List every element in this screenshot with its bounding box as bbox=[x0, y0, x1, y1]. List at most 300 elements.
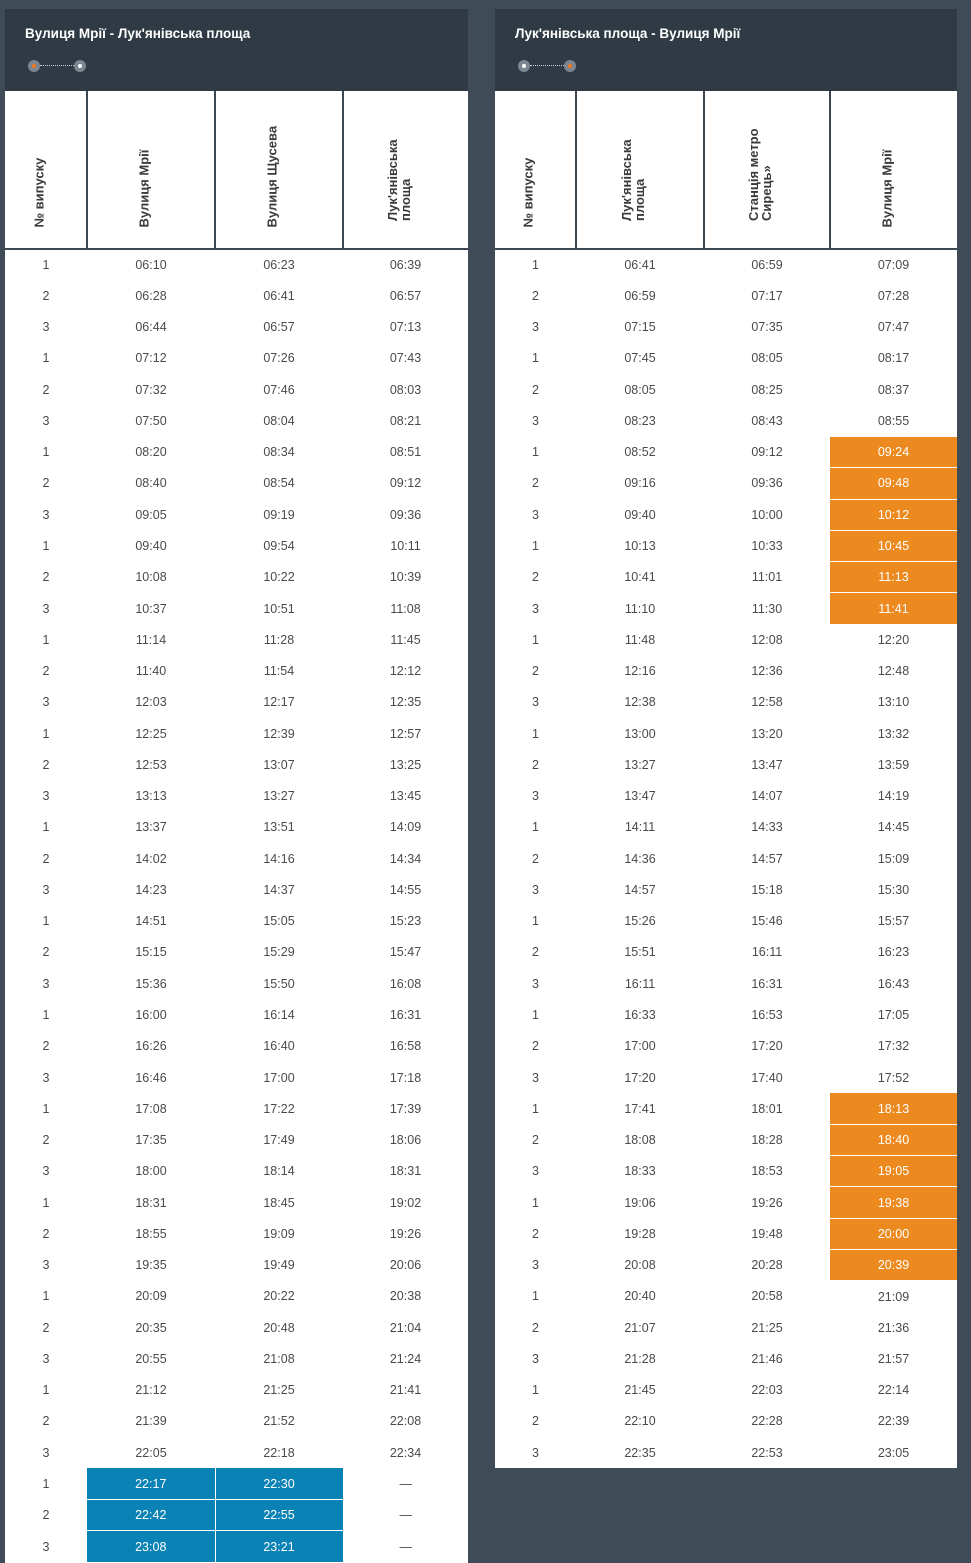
departure-time-cell: 08:20 bbox=[135, 445, 167, 460]
departure-time-cell: 08:43 bbox=[751, 413, 783, 428]
departure-time-cell: 08:55 bbox=[877, 413, 910, 428]
release-number-cell: 1 bbox=[532, 1195, 539, 1210]
departure-time-cell: 21:09 bbox=[877, 1289, 910, 1304]
release-number-cell: 3 bbox=[42, 1539, 50, 1554]
table-row bbox=[5, 1031, 468, 1062]
table-row bbox=[495, 1124, 957, 1155]
table-row bbox=[5, 530, 468, 561]
table-row bbox=[495, 1375, 957, 1406]
table-row bbox=[5, 1375, 468, 1406]
table-row bbox=[5, 968, 468, 999]
table-row bbox=[495, 874, 957, 905]
release-number-cell: 1 bbox=[532, 539, 539, 554]
departure-time-cell: 16:46 bbox=[135, 1070, 167, 1085]
departure-time-cell: 14:34 bbox=[389, 851, 422, 866]
route-line bbox=[530, 65, 564, 66]
release-number-cell: 3 bbox=[42, 976, 50, 991]
departure-time-cell: 15:23 bbox=[389, 914, 422, 929]
release-number-cell: 1 bbox=[42, 1195, 50, 1210]
departure-time-cell: 06:57 bbox=[263, 320, 295, 335]
table-row bbox=[5, 437, 468, 468]
departure-time-cell: 21:45 bbox=[624, 1383, 656, 1398]
table-row bbox=[5, 593, 468, 624]
table-row bbox=[5, 1093, 468, 1124]
departure-time-cell: 22:14 bbox=[877, 1383, 910, 1398]
departure-time-cell: 16:26 bbox=[135, 1039, 167, 1054]
panel-header bbox=[5, 9, 468, 91]
table-row bbox=[495, 343, 957, 374]
departure-time-cell: 17:20 bbox=[751, 1039, 783, 1054]
departure-time-cell: 18:55 bbox=[135, 1226, 167, 1241]
departure-time-cell: 08:05 bbox=[624, 382, 656, 397]
table-row bbox=[5, 624, 468, 655]
release-number-cell: 3 bbox=[42, 601, 50, 616]
departure-time-cell: 18:53 bbox=[751, 1164, 783, 1179]
departure-time-cell: 21:39 bbox=[135, 1414, 167, 1429]
table-row bbox=[495, 968, 957, 999]
table-row bbox=[5, 937, 468, 968]
table-row bbox=[5, 687, 468, 718]
release-number-cell: 2 bbox=[532, 570, 539, 585]
departure-time-cell: 13:32 bbox=[877, 726, 910, 741]
release-number-cell: 3 bbox=[42, 1164, 50, 1179]
departure-time-cell: 16:11 bbox=[624, 976, 656, 991]
departure-time-cell: 07:43 bbox=[389, 351, 422, 366]
departure-time-cell: 19:06 bbox=[624, 1195, 656, 1210]
departure-time-cell: 09:12 bbox=[389, 476, 422, 491]
departure-time-cell: 07:12 bbox=[135, 351, 167, 366]
departure-time-cell: 10:00 bbox=[751, 507, 783, 522]
schedule-table bbox=[495, 91, 957, 1468]
departure-time-cell: 18:06 bbox=[389, 1133, 422, 1148]
departure-time-cell: 12:53 bbox=[135, 757, 167, 772]
schedule-table bbox=[5, 91, 468, 1563]
table-row bbox=[495, 280, 957, 311]
departure-time-cell: 09:24 bbox=[830, 437, 957, 468]
schedule-panel-left bbox=[5, 9, 468, 1563]
departure-time-cell: 06:59 bbox=[751, 258, 783, 273]
release-number-cell: 2 bbox=[532, 1320, 539, 1335]
column-header: № випуску bbox=[495, 91, 576, 249]
table-row bbox=[5, 1437, 468, 1468]
departure-time-cell: 21:52 bbox=[263, 1414, 295, 1429]
departure-time-cell: 20:39 bbox=[830, 1250, 957, 1281]
table-row bbox=[495, 624, 957, 655]
table-row bbox=[495, 781, 957, 812]
departure-time-cell: 21:04 bbox=[389, 1320, 422, 1335]
departure-time-cell: 14:23 bbox=[135, 882, 167, 897]
table-row bbox=[5, 1343, 468, 1374]
table-row bbox=[5, 1312, 468, 1343]
departure-time-cell: 15:30 bbox=[877, 882, 910, 897]
route-title: Вулиця Мрії - Лук'янівська площа bbox=[25, 26, 251, 41]
release-number-cell: 2 bbox=[42, 757, 50, 772]
release-number-cell: 2 bbox=[532, 1414, 539, 1429]
departure-time-cell: 22:34 bbox=[389, 1445, 422, 1460]
table-row bbox=[5, 468, 468, 499]
departure-time-cell: 16:08 bbox=[389, 976, 422, 991]
table-row bbox=[5, 781, 468, 812]
departure-time-cell: 20:40 bbox=[624, 1289, 656, 1304]
route-line bbox=[40, 65, 74, 66]
departure-time-cell: 11:28 bbox=[263, 632, 295, 647]
departure-time-cell: 17:35 bbox=[135, 1133, 167, 1148]
departure-time-cell: 06:41 bbox=[263, 288, 295, 303]
departure-time-cell: 07:50 bbox=[135, 413, 167, 428]
release-number-cell: 3 bbox=[532, 1351, 539, 1366]
departure-time-cell: 15:15 bbox=[135, 945, 167, 960]
departure-time-cell: 16:23 bbox=[877, 945, 910, 960]
departure-time-cell: 16:33 bbox=[624, 1008, 656, 1022]
departure-time-cell: 12:25 bbox=[135, 726, 167, 741]
table-row bbox=[5, 249, 468, 280]
departure-time-cell: 17:18 bbox=[389, 1070, 422, 1085]
departure-time-cell: 07:26 bbox=[263, 351, 295, 366]
route-start-dot-icon bbox=[28, 60, 40, 72]
release-number-cell: 3 bbox=[532, 976, 539, 991]
table-row bbox=[5, 906, 468, 937]
column-header: Лук'янівська площа bbox=[343, 91, 468, 249]
release-number-cell: 1 bbox=[42, 258, 50, 273]
release-number-cell: 3 bbox=[42, 1070, 50, 1085]
release-number-cell: 3 bbox=[532, 1070, 539, 1085]
table-row bbox=[5, 1500, 468, 1531]
release-number-cell: 2 bbox=[532, 476, 539, 491]
table-row bbox=[495, 999, 957, 1030]
departure-time-cell: 19:48 bbox=[751, 1226, 783, 1241]
departure-time-cell: 14:51 bbox=[135, 914, 167, 929]
release-number-cell: 2 bbox=[532, 1133, 539, 1148]
departure-time-cell: 18:40 bbox=[830, 1124, 957, 1155]
table-row bbox=[495, 530, 957, 561]
table-row bbox=[5, 718, 468, 749]
departure-time-cell: 08:23 bbox=[624, 413, 656, 428]
departure-time-cell: 17:22 bbox=[263, 1101, 295, 1116]
schedule-panel-right bbox=[495, 9, 957, 1468]
departure-time-cell: 20:35 bbox=[135, 1320, 167, 1335]
column-header: Станція метро Сирець» bbox=[704, 91, 830, 249]
release-number-cell: 3 bbox=[42, 413, 50, 428]
departure-time-cell: 11:08 bbox=[390, 601, 421, 616]
table-row bbox=[495, 1218, 957, 1249]
departure-time-cell: 21:25 bbox=[263, 1383, 295, 1398]
release-number-cell: 1 bbox=[42, 1476, 50, 1491]
departure-time-cell: 13:59 bbox=[877, 757, 910, 772]
departure-time-cell: 18:45 bbox=[263, 1195, 295, 1210]
departure-time-cell: 12:16 bbox=[624, 664, 656, 679]
column-header: Вулиця Мрії bbox=[830, 91, 957, 249]
departure-time-cell: 22:39 bbox=[877, 1414, 910, 1429]
table-row bbox=[5, 405, 468, 436]
departure-time-cell: 11:45 bbox=[390, 632, 421, 647]
departure-time-cell: 21:41 bbox=[389, 1383, 422, 1398]
departure-time-cell: 14:37 bbox=[263, 882, 295, 897]
table-row bbox=[5, 374, 468, 405]
release-number-cell: 3 bbox=[532, 601, 539, 616]
departure-time-cell: 11:40 bbox=[135, 664, 167, 679]
departure-time-cell: 12:03 bbox=[135, 695, 167, 710]
departure-time-cell: 11:48 bbox=[624, 632, 656, 647]
table-row bbox=[5, 1531, 468, 1562]
table-row bbox=[495, 906, 957, 937]
departure-time-cell: 22:35 bbox=[624, 1445, 656, 1460]
table-row bbox=[5, 1124, 468, 1155]
table-row bbox=[495, 1156, 957, 1187]
release-number-cell: 3 bbox=[42, 1351, 50, 1366]
departure-time-cell: 07:47 bbox=[877, 320, 910, 335]
departure-time-cell: 13:45 bbox=[389, 789, 422, 804]
release-number-cell: 2 bbox=[42, 1039, 50, 1054]
departure-time-cell: 09:40 bbox=[135, 539, 167, 554]
table-row bbox=[5, 1218, 468, 1249]
release-number-cell: 1 bbox=[42, 1289, 50, 1304]
release-number-cell: 2 bbox=[42, 570, 50, 585]
departure-time-cell: 11:54 bbox=[263, 664, 295, 679]
departure-time-cell: 12:08 bbox=[751, 632, 783, 647]
departure-time-cell: 12:38 bbox=[624, 695, 656, 710]
departure-time-cell: 13:07 bbox=[263, 757, 295, 772]
release-number-cell: 2 bbox=[42, 664, 50, 679]
departure-time-cell: 09:05 bbox=[135, 507, 167, 522]
departure-time-cell: 18:00 bbox=[135, 1164, 167, 1179]
departure-time-cell: 12:12 bbox=[389, 664, 422, 679]
table-row bbox=[5, 312, 468, 343]
departure-time-cell: 10:45 bbox=[830, 530, 957, 561]
table-row bbox=[495, 655, 957, 686]
departure-time-cell: 14:36 bbox=[624, 851, 656, 866]
table-row bbox=[495, 312, 957, 343]
table-row bbox=[495, 1406, 957, 1437]
release-number-cell: 1 bbox=[532, 1101, 539, 1116]
departure-time-cell: 06:10 bbox=[135, 258, 167, 273]
departure-time-cell: 15:18 bbox=[751, 882, 783, 897]
departure-time-cell: 11:14 bbox=[135, 632, 167, 647]
departure-time-cell: 22:03 bbox=[751, 1383, 783, 1398]
departure-time-cell: 08:51 bbox=[389, 445, 422, 460]
table-row bbox=[495, 687, 957, 718]
departure-time-cell: — bbox=[399, 1508, 412, 1523]
departure-time-cell: 18:33 bbox=[624, 1164, 656, 1179]
departure-time-cell: 22:10 bbox=[624, 1414, 656, 1429]
departure-time-cell: 14:16 bbox=[263, 851, 295, 866]
departure-time-cell: 13:47 bbox=[751, 757, 783, 772]
departure-time-cell: 14:07 bbox=[751, 789, 783, 804]
departure-time-cell: 18:28 bbox=[751, 1133, 783, 1148]
release-number-cell: 1 bbox=[532, 445, 539, 460]
departure-time-cell: 07:17 bbox=[751, 288, 783, 303]
table-row bbox=[495, 812, 957, 843]
table-row bbox=[495, 937, 957, 968]
departure-time-cell: 10:33 bbox=[751, 539, 783, 554]
release-number-cell: 2 bbox=[532, 288, 539, 303]
departure-time-cell: 09:19 bbox=[263, 507, 295, 522]
table-row bbox=[5, 1468, 468, 1499]
departure-time-cell: 16:58 bbox=[389, 1039, 422, 1054]
table-row bbox=[5, 843, 468, 874]
departure-time-cell: 23:05 bbox=[877, 1445, 910, 1460]
departure-time-cell: 14:19 bbox=[877, 789, 910, 804]
departure-time-cell: 17:05 bbox=[877, 1008, 910, 1022]
departure-time-cell: 20:48 bbox=[263, 1320, 295, 1335]
release-number-cell: 2 bbox=[532, 1039, 539, 1054]
release-number-cell: 2 bbox=[42, 851, 50, 866]
departure-time-cell: 15:46 bbox=[751, 914, 783, 929]
release-number-cell: 1 bbox=[532, 1383, 539, 1398]
release-number-cell: 3 bbox=[532, 1258, 539, 1273]
departure-time-cell: 15:29 bbox=[263, 945, 295, 960]
departure-time-cell: 11:10 bbox=[624, 601, 656, 616]
departure-time-cell: 14:11 bbox=[624, 820, 656, 835]
table-row bbox=[5, 1062, 468, 1093]
departure-time-cell: 14:02 bbox=[135, 851, 167, 866]
departure-time-cell: 06:39 bbox=[389, 258, 422, 273]
departure-time-cell: 22:18 bbox=[263, 1445, 295, 1460]
release-number-cell: 1 bbox=[532, 632, 539, 647]
table-row bbox=[495, 1312, 957, 1343]
departure-time-cell: 21:25 bbox=[751, 1320, 783, 1335]
departure-time-cell: 14:09 bbox=[389, 820, 422, 835]
release-number-cell: 3 bbox=[42, 882, 50, 897]
column-header: Лук'янівська площа bbox=[576, 91, 704, 249]
departure-time-cell: 19:05 bbox=[830, 1156, 957, 1187]
release-number-cell: 2 bbox=[532, 1226, 539, 1241]
table-row bbox=[495, 499, 957, 530]
departure-time-cell: 08:40 bbox=[135, 476, 167, 491]
departure-time-cell: 18:31 bbox=[135, 1195, 167, 1210]
departure-time-cell: 21:57 bbox=[877, 1351, 910, 1366]
departure-time-cell: 06:59 bbox=[624, 288, 656, 303]
departure-time-cell: 10:41 bbox=[624, 570, 656, 585]
departure-time-cell: 16:31 bbox=[389, 1008, 422, 1022]
table-row bbox=[495, 593, 957, 624]
release-number-cell: 2 bbox=[42, 1133, 50, 1148]
departure-time-cell: 22:17 bbox=[87, 1468, 215, 1499]
table-row bbox=[495, 405, 957, 436]
departure-time-cell: 16:53 bbox=[751, 1008, 783, 1022]
departure-time-cell: 14:57 bbox=[751, 851, 783, 866]
departure-time-cell: 13:20 bbox=[751, 726, 783, 741]
departure-time-cell: 07:09 bbox=[877, 258, 910, 273]
route-end-dot-icon bbox=[564, 60, 576, 72]
departure-time-cell: 07:32 bbox=[135, 382, 167, 397]
release-number-cell: 2 bbox=[42, 476, 50, 491]
release-number-cell: 3 bbox=[42, 1258, 50, 1273]
table-row bbox=[495, 718, 957, 749]
departure-time-cell: 08:37 bbox=[877, 382, 910, 397]
departure-time-cell: 08:25 bbox=[751, 382, 783, 397]
table-row bbox=[5, 1187, 468, 1218]
route-end-dot-icon bbox=[74, 60, 86, 72]
release-number-cell: 1 bbox=[532, 258, 539, 273]
departure-time-cell: 18:01 bbox=[751, 1101, 783, 1116]
departure-time-cell: 19:49 bbox=[263, 1258, 295, 1273]
departure-time-cell: 10:37 bbox=[135, 601, 167, 616]
departure-time-cell: 11:01 bbox=[751, 570, 783, 585]
departure-time-cell: 07:46 bbox=[263, 382, 295, 397]
departure-time-cell: 23:21 bbox=[215, 1531, 343, 1562]
departure-time-cell: 15:09 bbox=[877, 851, 910, 866]
departure-time-cell: 19:35 bbox=[135, 1258, 167, 1273]
table-row bbox=[495, 749, 957, 780]
release-number-cell: 2 bbox=[532, 664, 539, 679]
release-number-cell: 1 bbox=[42, 632, 50, 647]
departure-time-cell: 19:02 bbox=[389, 1195, 422, 1210]
departure-time-cell: 19:09 bbox=[263, 1226, 295, 1241]
departure-time-cell: 12:36 bbox=[751, 664, 783, 679]
departure-time-cell: 20:55 bbox=[135, 1351, 167, 1366]
departure-time-cell: 22:28 bbox=[751, 1414, 783, 1429]
departure-time-cell: 14:45 bbox=[877, 820, 910, 835]
departure-time-cell: 13:27 bbox=[624, 757, 656, 772]
release-number-cell: 1 bbox=[532, 820, 539, 835]
departure-time-cell: 12:20 bbox=[877, 633, 910, 648]
departure-time-cell: 06:28 bbox=[135, 288, 167, 303]
table-row bbox=[5, 655, 468, 686]
departure-time-cell: 12:48 bbox=[877, 664, 910, 679]
departure-time-cell: 17:08 bbox=[135, 1101, 167, 1116]
departure-time-cell: 10:12 bbox=[830, 499, 957, 530]
departure-time-cell: 12:39 bbox=[263, 726, 295, 741]
release-number-cell: 2 bbox=[42, 382, 50, 397]
departure-time-cell: 12:58 bbox=[751, 695, 783, 710]
departure-time-cell: 13:51 bbox=[263, 820, 295, 835]
departure-time-cell: 18:08 bbox=[624, 1133, 656, 1148]
release-number-cell: 3 bbox=[532, 882, 539, 897]
table-row bbox=[5, 499, 468, 530]
departure-time-cell: 15:26 bbox=[624, 914, 656, 929]
release-number-cell: 3 bbox=[42, 320, 50, 335]
release-number-cell: 2 bbox=[532, 945, 539, 960]
table-row bbox=[495, 1437, 957, 1468]
release-number-cell: 3 bbox=[532, 1445, 539, 1460]
departure-time-cell: 09:36 bbox=[389, 507, 422, 522]
departure-time-cell: 08:17 bbox=[877, 351, 910, 366]
departure-time-cell: 19:26 bbox=[389, 1226, 422, 1241]
departure-time-cell: 17:39 bbox=[389, 1101, 422, 1116]
release-number-cell: 1 bbox=[532, 1008, 539, 1022]
direction-indicator[interactable] bbox=[518, 60, 576, 72]
departure-time-cell: 17:20 bbox=[624, 1070, 656, 1085]
departure-time-cell: 21:36 bbox=[877, 1320, 910, 1335]
departure-time-cell: 10:13 bbox=[624, 539, 656, 554]
release-number-cell: 1 bbox=[42, 351, 50, 366]
departure-time-cell: 11:41 bbox=[830, 593, 957, 624]
departure-time-cell: 22:08 bbox=[389, 1414, 422, 1429]
release-number-cell: 3 bbox=[532, 413, 539, 428]
departure-time-cell: 19:28 bbox=[624, 1226, 656, 1241]
direction-indicator[interactable] bbox=[28, 60, 86, 72]
departure-time-cell: 17:41 bbox=[624, 1101, 656, 1116]
release-number-cell: 2 bbox=[42, 288, 50, 303]
panel-header bbox=[495, 9, 957, 91]
departure-time-cell: 21:12 bbox=[135, 1383, 167, 1398]
release-number-cell: 3 bbox=[532, 789, 539, 804]
departure-time-cell: 10:22 bbox=[263, 570, 295, 585]
release-number-cell: 3 bbox=[42, 1445, 50, 1460]
departure-time-cell: 21:07 bbox=[624, 1320, 656, 1335]
departure-time-cell: 13:47 bbox=[624, 789, 656, 804]
departure-time-cell: 09:36 bbox=[751, 476, 783, 491]
departure-time-cell: 18:31 bbox=[389, 1164, 422, 1179]
departure-time-cell: 17:52 bbox=[877, 1070, 910, 1085]
release-number-cell: 1 bbox=[42, 445, 50, 460]
departure-time-cell: 13:00 bbox=[624, 726, 656, 741]
departure-time-cell: 08:54 bbox=[263, 476, 295, 491]
release-number-cell: 1 bbox=[532, 351, 539, 366]
table-row bbox=[5, 1406, 468, 1437]
departure-time-cell: 08:34 bbox=[263, 445, 295, 460]
departure-time-cell: 16:40 bbox=[263, 1039, 295, 1054]
